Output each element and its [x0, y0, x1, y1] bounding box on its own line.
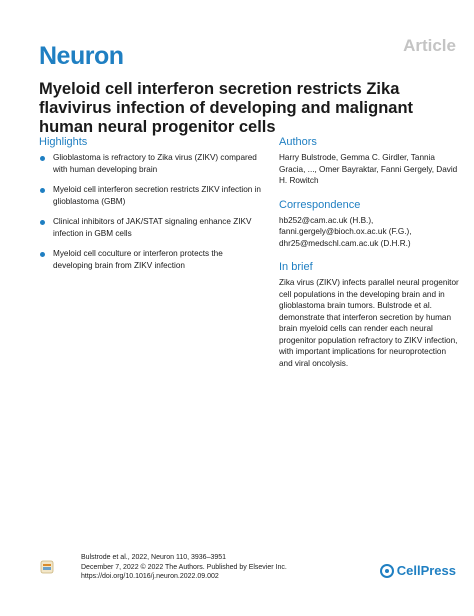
paper-title: Myeloid cell interferon secretion restricts Zika flavivirus infection of developing and malignant human neural progenitor cells [39, 80, 414, 136]
publication-date: December 7, 2022 © 2022 The Authors. Published by Elsevier Inc. [81, 563, 287, 571]
publisher-name: CellPress [396, 563, 456, 578]
correspondence-email[interactable]: fanni.gergely@bioch.ox.ac.uk (F.G.), [279, 227, 412, 236]
bullet-icon [40, 156, 45, 161]
authors-heading: Authors [279, 136, 317, 148]
highlight-item [39, 248, 264, 271]
in-brief-text: Zika virus (ZIKV) infects parallel neural progenitor cell populations in the developing brain and in glioblastoma brain tumors. Bulstrode et al. demonstrate that interferon secretion by human brain myeloid cells can render each neural progenitor population refractory to ZIKV infection, with important implications for neuroprotection and viral oncolysis. [279, 278, 459, 368]
bullet-icon [40, 252, 45, 257]
highlights-heading: Highlights [39, 136, 88, 148]
correspondence-email[interactable]: dhr25@medschl.cam.ac.uk (D.H.R.) [279, 238, 411, 248]
highlight-item [39, 152, 264, 175]
correspondence-email[interactable]: hb252@cam.ac.uk (H.B.), [279, 215, 374, 225]
doi-link[interactable]: https://doi.org/10.1016/j.neuron.2022.09.002 [81, 573, 219, 580]
cellpress-logo-icon [380, 564, 394, 578]
publisher-logo [380, 563, 456, 578]
highlight-text: Glioblastoma is refractory to Zika virus (ZIKV) compared with human developing brain [53, 153, 257, 174]
highlight-item [39, 216, 264, 239]
highlights-list [39, 152, 264, 271]
correspondence-block [279, 215, 459, 250]
correspondence-heading: Correspondence [279, 198, 361, 211]
bullet-icon [40, 188, 45, 193]
highlight-item [39, 184, 264, 207]
open-access-badge-icon [40, 560, 54, 574]
highlights-section [39, 136, 264, 280]
highlight-text: Clinical inhibitors of JAK/STAT signaling enhance ZIKV infection in GBM cells [53, 217, 252, 238]
highlight-text: Myeloid cell interferon secretion restricts ZIKV infection in glioblastoma (GBM) [53, 185, 261, 206]
sidebar-info [279, 136, 459, 381]
highlight-text: Myeloid cell coculture or interferon protects the developing brain from ZIKV infection [53, 249, 223, 270]
article-type-label: Article [403, 36, 456, 55]
citation-text: Bulstrode et al., 2022, Neuron 110, 3936–3951 [81, 554, 227, 561]
authors-list: Harry Bulstrode, Gemma C. Girdler, Tannia Gracia, ..., Omer Bayraktar, Fanni Gergely, David H. Rowitch [279, 153, 458, 185]
citation-footer [81, 553, 287, 582]
in-brief-heading: In brief [279, 261, 313, 273]
bullet-icon [40, 220, 45, 225]
journal-name: Neuron [39, 42, 124, 70]
